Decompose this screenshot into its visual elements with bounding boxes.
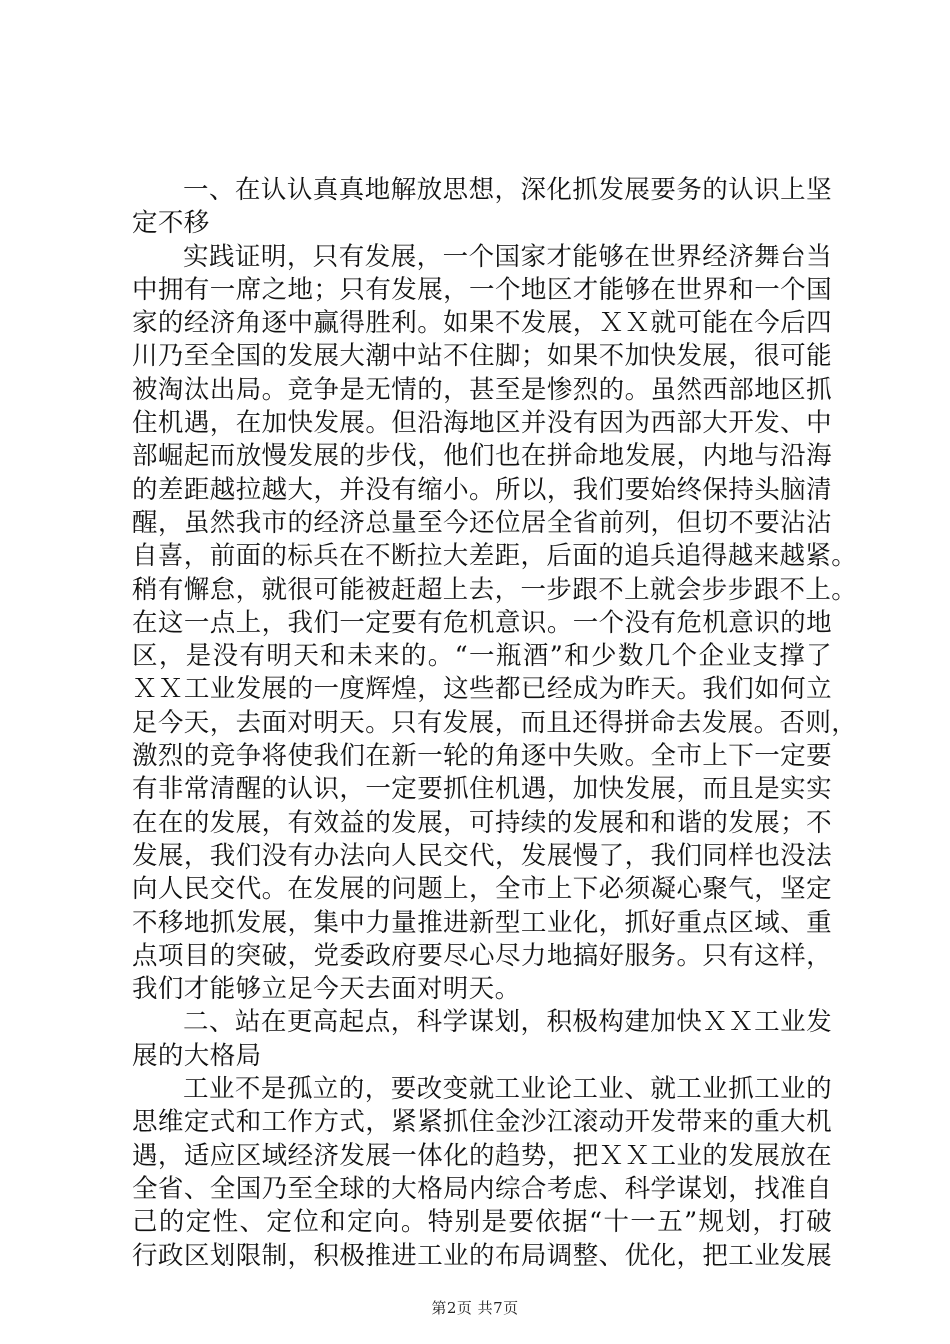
paragraph-line: 不移地抓发展，集中力量推进新型工业化，抓好重点区域、重 bbox=[132, 907, 832, 938]
paragraph-line: 我们才能够立足今天去面对明天。 bbox=[132, 974, 521, 1005]
paragraph-line: 己的定性、定位和定向。特别是要依据“十一五”规划，打破 bbox=[132, 1207, 832, 1238]
paragraph-line: 发展，我们没有办法向人民交代，发展慢了，我们同样也没法 bbox=[132, 840, 832, 871]
paragraph-line: 被淘汰出局。竞争是无情的，甚至是惨烈的。虽然西部地区抓 bbox=[132, 374, 832, 405]
paragraph-line: 点项目的突破，党委政府要尽心尽力地搞好服务。只有这样， bbox=[132, 940, 832, 971]
paragraph-line: ＸＸ工业发展的一度辉煌，这些都已经成为昨天。我们如何立 bbox=[132, 674, 832, 705]
paragraph-line: 稍有懈怠，就很可能被赶超上去，一步跟不上就会步步跟不上。 bbox=[132, 574, 858, 605]
paragraph-line: 中拥有一席之地；只有发展，一个地区才能够在世界和一个国 bbox=[132, 274, 832, 305]
paragraph-line: 在这一点上，我们一定要有危机意识。一个没有危机意识的地 bbox=[132, 607, 832, 638]
heading-line: 一、在认认真真地解放思想，深化抓发展要务的认识上坚 bbox=[183, 175, 832, 205]
paragraph-line: 部崛起而放慢发展的步伐，他们也在拼命地发展，内地与沿海 bbox=[132, 441, 832, 472]
paragraph-line: 全省、全国乃至全球的大格局内综合考虑、科学谋划，找准自 bbox=[132, 1173, 832, 1204]
heading-line: 二、站在更高起点，科学谋划，积极构建加快ＸＸ工业发 bbox=[183, 1007, 832, 1038]
paragraph-line: 工业不是孤立的，要改变就工业论工业、就工业抓工业的 bbox=[183, 1074, 832, 1105]
page-number-footer: 第2页 共7页 bbox=[431, 1299, 519, 1317]
document-body bbox=[132, 174, 858, 1273]
paragraph-line: 实践证明，只有发展，一个国家才能够在世界经济舞台当 bbox=[183, 241, 832, 272]
paragraph-line: 思维定式和工作方式，紧紧抓住金沙江滚动开发带来的重大机 bbox=[132, 1107, 832, 1138]
paragraph-line: 住机遇，在加快发展。但沿海地区并没有因为西部大开发、中 bbox=[132, 408, 832, 439]
paragraph-line: 向人民交代。在发展的问题上，全市上下必须凝心聚气，坚定 bbox=[132, 874, 832, 905]
heading-line: 定不移 bbox=[132, 208, 210, 239]
paragraph-line: 区，是没有明天和未来的。“一瓶酒”和少数几个企业支撑了 bbox=[132, 641, 832, 672]
heading-line: 展的大格局 bbox=[132, 1040, 262, 1071]
paragraph-line: 有非常清醒的认识，一定要抓住机遇，加快发展，而且是实实 bbox=[132, 774, 832, 805]
paragraph-line: 自喜，前面的标兵在不断拉大差距，后面的追兵追得越来越紧。 bbox=[132, 541, 858, 572]
paragraph-line: 川乃至全国的发展大潮中站不住脚；如果不加快发展，很可能 bbox=[132, 341, 832, 372]
paragraph-line: 行政区划限制，积极推进工业的布局调整、优化，把工业发展 bbox=[132, 1240, 832, 1271]
paragraph-line: 激烈的竞争将使我们在新一轮的角逐中失败。全市上下一定要 bbox=[132, 741, 832, 772]
paragraph-line: 家的经济角逐中赢得胜利。如果不发展，ＸＸ就可能在今后四 bbox=[132, 308, 832, 339]
paragraph-line: 在在的发展，有效益的发展，可持续的发展和和谐的发展；不 bbox=[132, 807, 832, 838]
paragraph-line: 遇，适应区域经济发展一体化的趋势，把ＸＸ工业的发展放在 bbox=[132, 1140, 832, 1171]
paragraph-line: 的差距越拉越大，并没有缩小。所以，我们要始终保持头脑清 bbox=[132, 474, 832, 505]
paragraph-line: 足今天，去面对明天。只有发展，而且还得拼命去发展。否则， bbox=[132, 707, 858, 738]
paragraph-line: 醒，虽然我市的经济总量至今还位居全省前列，但切不要沾沾 bbox=[132, 507, 832, 538]
